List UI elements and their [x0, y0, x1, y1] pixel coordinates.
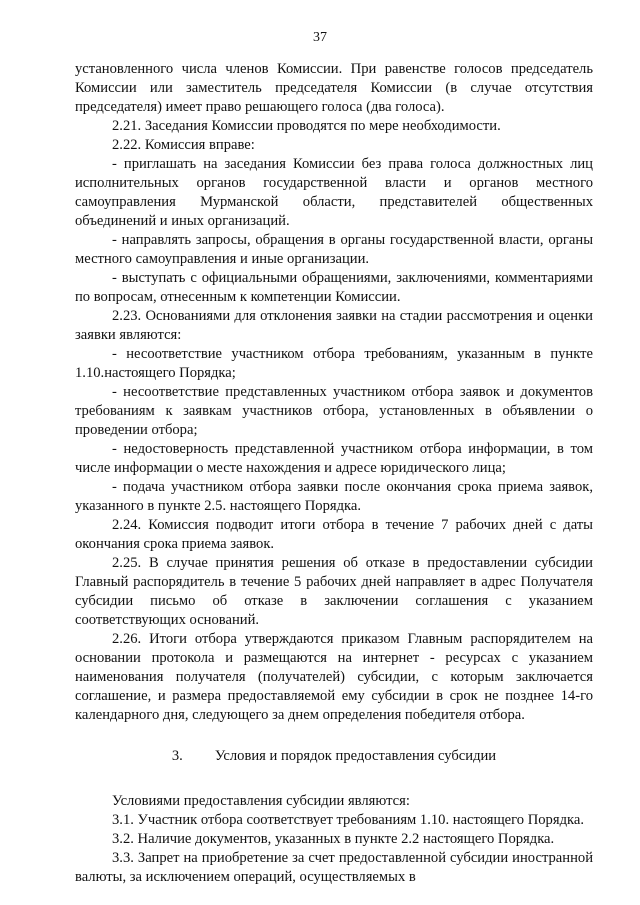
- paragraph: установленного числа членов Комиссии. При равенстве голосов председатель Комиссии или заместитель председателя Комиссии (в случае отсутствия председателя) имеет право решающего голоса (два голоса).: [75, 61, 593, 115]
- paragraph: 3.2. Наличие документов, указанных в пункте 2.2 настоящего Порядка.: [112, 831, 555, 847]
- paragraph: - подача участником отбора заявки после окончания срока приема заявок, указанного в пункте 2.5. настоящего Порядка.: [75, 479, 593, 514]
- paragraphs-after-section: [75, 792, 593, 887]
- paragraph: - несоответствие представленных участником отбора заявок и документов требованиям к заявкам участников отбора, установленных в объявлении о проведении отбора;: [75, 384, 593, 438]
- paragraph: 2.23. Основаниями для отклонения заявки на стадии рассмотрения и оценки заявки являются:: [75, 308, 593, 343]
- paragraph: 2.24. Комиссия подводит итоги отбора в течение 7 рабочих дней с даты окончания срока приема заявок.: [75, 517, 593, 552]
- paragraph: 2.26. Итоги отбора утверждаются приказом Главным распорядителем на основании протокола и размещаются на интернет - ресурсах с указанием наименования получателя (получателей) субсидии, с которым заключается соглашение, и размера предоставляемой ему субсидии в срок не позднее 14-го календарного дня, следующего за днем определения победителя отбора.: [75, 631, 593, 723]
- paragraph: Условиями предоставления субсидии являются:: [112, 793, 410, 809]
- paragraph: 2.25. В случае принятия решения об отказе в предоставлении субсидии Главный распорядитель в течение 5 рабочих дней направляет в адрес Получателя субсидии письмо об отказе в заключении соглашения с указанием соответствующих оснований.: [75, 555, 593, 628]
- paragraph: 2.22. Комиссия вправе:: [112, 137, 255, 153]
- paragraph: - выступать с официальными обращениями, заключениями, комментариями по вопросам, отнесенным к компетенции Комиссии.: [75, 270, 593, 305]
- paragraph: 3.1. Участник отбора соответствует требованиям 1.10. настоящего Порядка.: [112, 812, 584, 828]
- paragraph: - направлять запросы, обращения в органы государственной власти, органы местного самоуправления и иные организации.: [75, 232, 593, 267]
- section-title: Условия и порядок предоставления субсидии: [214, 748, 497, 764]
- paragraph: - приглашать на заседания Комиссии без права голоса должностных лиц исполнительных органов государственной власти и органов местного самоуправления Мурманской области, представителей общественных объединений и иных организаций.: [75, 156, 593, 229]
- paragraph: 2.21. Заседания Комиссии проводятся по мере необходимости.: [112, 118, 501, 134]
- document-body: [75, 60, 593, 887]
- paragraph: - недостоверность представленной участником отбора информации, в том числе информации о месте нахождения и адресе юридического лица;: [75, 441, 593, 476]
- section-heading: [75, 747, 593, 766]
- page-number: 37: [313, 30, 327, 45]
- paragraphs-before-section: [75, 60, 593, 725]
- paragraph: 3.3. Запрет на приобретение за счет предоставленной субсидии иностранной валюты, за исключением операций, осуществляемых в: [75, 850, 593, 885]
- section-number: 3.: [171, 748, 183, 764]
- paragraph: - несоответствие участником отбора требованиям, указанным в пункте 1.10.настоящего Порядка;: [75, 346, 593, 381]
